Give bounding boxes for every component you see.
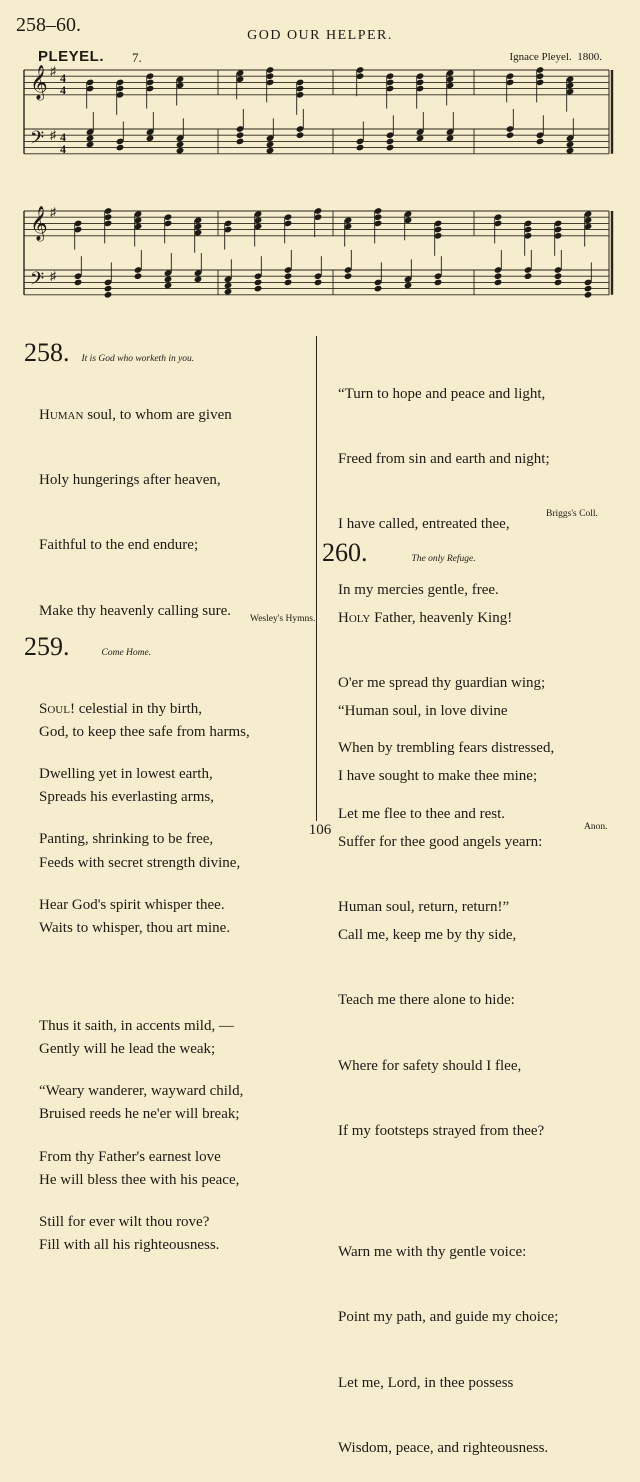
- verse-line: Holy Father, heavenly King!: [338, 609, 513, 626]
- hymn-attribution: Anon.: [584, 822, 608, 832]
- note-head: [566, 141, 575, 149]
- note-head: [266, 147, 275, 155]
- treble-clef-icon: 𝄞: [30, 207, 48, 240]
- hymn-260-text: [338, 564, 558, 1482]
- note-head: [164, 282, 173, 290]
- hymn-subtitle: The only Refuge.: [411, 554, 476, 564]
- verse-line: Teach me there alone to hide:: [338, 992, 515, 1009]
- verse-line: Waits to whisper, thou art mine.: [39, 919, 231, 936]
- composer-year: 1800.: [577, 51, 602, 63]
- tune-meter: 7.: [132, 50, 142, 65]
- note-head: [254, 285, 263, 293]
- note-head: [194, 276, 203, 284]
- note-head: [104, 291, 113, 299]
- verse-line: Dwelling yet in lowest earth,: [39, 765, 213, 782]
- hymn-subtitle: Come Home.: [101, 648, 152, 658]
- verse-line: Where for safety should I flee,: [338, 1057, 522, 1074]
- note-head: [284, 279, 293, 287]
- note-head: [284, 272, 293, 280]
- verse-line: From thy Father's earnest love: [39, 1148, 221, 1165]
- note-head: [536, 138, 545, 146]
- note-head: [86, 135, 95, 143]
- verse-line: Make thy heavenly calling sure.: [39, 602, 232, 619]
- bass-clef-icon: 𝄢: [30, 268, 45, 293]
- verse-line-text: soul, to whom are given: [83, 406, 232, 423]
- verse-line: Soul! celestial in thy birth,: [39, 700, 203, 717]
- note-head: [584, 285, 593, 293]
- note-head: [86, 141, 95, 149]
- verse-line: He will bless thee with his peace,: [39, 1171, 240, 1188]
- tune-name: PLEYEL.: [38, 48, 105, 65]
- note-head: [584, 291, 593, 299]
- hymn-subtitle: It is God who worketh in you.: [81, 354, 195, 364]
- note-head: [224, 282, 233, 290]
- note-head: [236, 138, 245, 146]
- time-signature: 4: [60, 130, 66, 144]
- note-head: [386, 138, 395, 146]
- verse-line-text: ! celestial in thy birth,: [69, 700, 203, 717]
- verse-line: Holy hungerings after heaven,: [39, 471, 221, 488]
- verse-line: Fill with all his righteousness.: [39, 1237, 220, 1254]
- verse-line: I have called, entreated thee,: [338, 516, 510, 533]
- verse-line: O'er me spread thy guardian wing;: [338, 674, 546, 691]
- note-head: [494, 272, 503, 280]
- verse-line: Feeds with secret strength divine,: [39, 854, 241, 871]
- sharp-icon: ♯: [50, 128, 56, 142]
- hymn-number: 258.: [24, 338, 70, 367]
- column-divider: [316, 336, 317, 821]
- verse-line-text: Father, heavenly King!: [370, 609, 513, 626]
- note-head: [74, 279, 83, 287]
- hymn-260-header: [322, 540, 476, 566]
- verse-line: God, to keep thee safe from harms,: [39, 723, 250, 740]
- composer-name: Ignace Pleyel.: [509, 51, 572, 63]
- note-head: [434, 279, 443, 287]
- verse-line: Let me, Lord, in thee possess: [338, 1374, 514, 1391]
- note-head: [356, 144, 365, 152]
- hymn-259-text-left: [39, 655, 243, 1256]
- hymn-attribution: Briggs's Coll.: [546, 509, 598, 519]
- sharp-icon: ♯: [50, 205, 56, 219]
- note-head: [554, 279, 563, 287]
- verse-line: Still for ever wilt thou rove?: [39, 1213, 210, 1230]
- hymn-attribution: Wesley's Hymns.: [250, 614, 316, 624]
- note-head: [494, 279, 503, 287]
- note-head: [566, 147, 575, 155]
- verse-line: Gently will he lead the weak;: [39, 1040, 216, 1057]
- verse-line: In my mercies gentle, free.: [338, 581, 499, 598]
- verse-line: When by trembling fears distressed,: [338, 740, 555, 757]
- note-head: [164, 276, 173, 284]
- verse-line: Spreads his everlasting arms,: [39, 789, 214, 806]
- music-score: [0, 0, 640, 336]
- note-head: [224, 288, 233, 296]
- verse-line: Warn me with thy gentle voice:: [338, 1243, 527, 1260]
- note-head: [176, 141, 185, 149]
- verse-line: “Human soul, in love divine: [338, 702, 508, 719]
- note-head: [524, 272, 533, 280]
- verse-line: Thus it saith, in accents mild, —: [39, 1017, 234, 1034]
- note-head: [374, 285, 383, 293]
- note-head: [446, 135, 455, 143]
- verse-line: I have sought to make thee mine;: [338, 768, 538, 785]
- note-head: [314, 279, 323, 287]
- verse-line: Let me flee to thee and rest.: [338, 805, 506, 822]
- note-head: [344, 272, 353, 280]
- note-head: [104, 285, 113, 293]
- verse-line: Suffer for thee good angels yearn:: [338, 833, 543, 850]
- verse-line: “Weary wanderer, wayward child,: [39, 1083, 244, 1100]
- hymn-number: 260.: [322, 538, 368, 567]
- note-head: [236, 131, 245, 139]
- note-head: [296, 131, 305, 139]
- note-head: [416, 135, 425, 143]
- hymn-range: 258–60.: [16, 14, 81, 36]
- note-head: [134, 272, 143, 280]
- sharp-icon: ♯: [50, 64, 56, 78]
- verse-line: “Turn to hope and peace and light,: [338, 385, 546, 402]
- note-head: [404, 282, 413, 290]
- time-signature: 4: [60, 83, 66, 97]
- bass-clef-icon: 𝄢: [30, 127, 45, 152]
- hymn-number: 259.: [24, 632, 70, 661]
- note-head: [116, 144, 125, 152]
- note-head: [554, 272, 563, 280]
- verse-line: Faithful to the end endure;: [39, 537, 199, 554]
- note-head: [176, 147, 185, 155]
- verse-line: Hear God's spirit whisper thee.: [39, 896, 225, 913]
- note-head: [146, 135, 155, 143]
- verse-line: Human soul, to whom are given: [39, 406, 232, 423]
- verse-line: Point my path, and guide my choice;: [338, 1309, 559, 1326]
- sharp-icon: ♯: [50, 269, 56, 283]
- verse-line: Call me, keep me by thy side,: [338, 926, 517, 943]
- treble-clef-icon: 𝄞: [30, 66, 48, 99]
- verse-line: If my footsteps strayed from thee?: [338, 1122, 545, 1139]
- verse-line: Bruised reeds he ne'er will break;: [39, 1106, 240, 1123]
- verse-line: Wisdom, peace, and righteousness.: [338, 1440, 549, 1457]
- time-signature: 4: [60, 142, 66, 156]
- note-head: [266, 141, 275, 149]
- page-number: 106: [308, 822, 332, 838]
- verse-line: Human soul, return, return!”: [338, 898, 510, 915]
- verse-line: Panting, shrinking to be free,: [39, 831, 214, 848]
- verse-line: Freed from sin and earth and night;: [338, 450, 550, 467]
- note-head: [386, 144, 395, 152]
- page-title: GOD OUR HELPER.: [247, 28, 393, 43]
- note-head: [506, 131, 515, 139]
- note-head: [254, 279, 263, 287]
- time-signature: 4: [60, 71, 66, 85]
